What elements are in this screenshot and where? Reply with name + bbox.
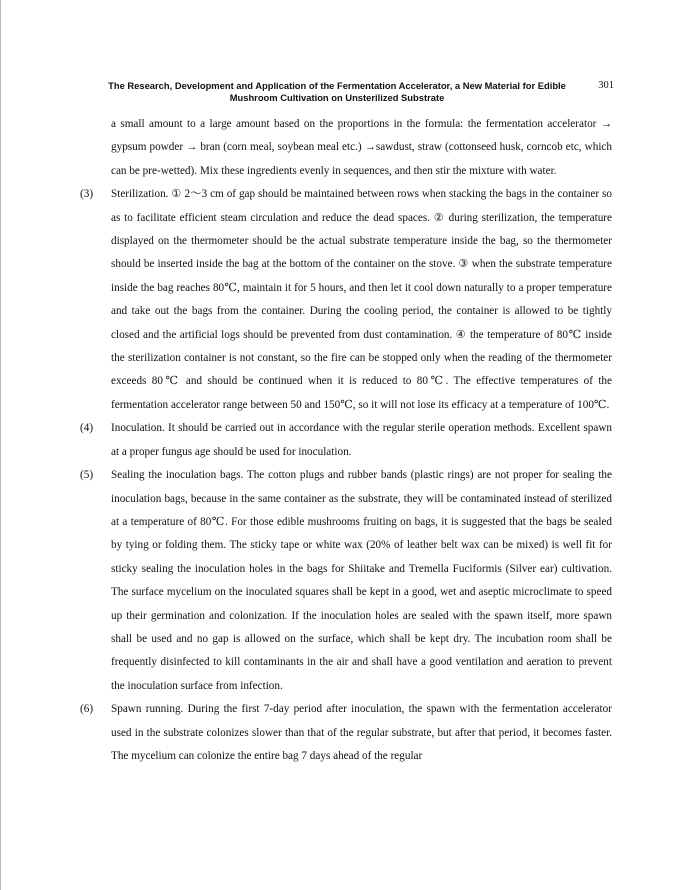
header-title: The Research, Development and Application of the Fermentation Accelerator, a New Material for Edible Mushroom Cultivation on Unsterilized Substrate — [108, 80, 566, 103]
list-item — [80, 698, 612, 768]
running-header — [84, 80, 614, 106]
list-item — [80, 183, 612, 417]
list-item-number: (3) — [80, 188, 94, 201]
list-item-number: (4) — [80, 422, 94, 435]
intro-paragraph: a small amount to a large amount based on the proportions in the formula: the fermentation accelerator → gypsum powder → bran (corn meal, soybean meal etc.) →sawdust, straw (cottonseed husk, corncob etc, which can be pre-wetted). Mix these ingredients evenly in sequences, and then stir the mixture with water. — [111, 118, 612, 177]
list-item-text: Sealing the inoculation bags. The cotton plugs and rubber bands (plastic rings) are not proper for sealing the inoculation bags, because in the same container as the substrate, they will be contaminated instead of sterilized at a temperature of 80℃. For those edible mushrooms fruiting on bags, it is suggested that the bags be sealed by tying or folding them. The sticky tape or white wax (20% of leather belt wax can be mixed) is well fit for sticky sealing the inoculation holes in the bags for Shiitake and Tremella Fuciformis (Silver ear) cultivation. The surface mycelium on the inoculated squares shall be kept in a good, wet and aseptic microclimate to speed up their germination and colonization. If the inoculation holes are sealed with the spawn itself, more spawn shall be used and no gap is allowed on the surface, which shall be kept dry. The incubation room shall be frequently disinfected to kill contaminants in the air and shall have a good ventilation and aeration to prevent the inoculation surface from infection. — [111, 469, 612, 692]
list-item — [80, 417, 612, 464]
body-text — [80, 113, 612, 768]
list-item-number: (6) — [80, 703, 94, 716]
list-item-number: (5) — [80, 469, 94, 482]
page-number: 301 — [598, 80, 614, 91]
list-item-text: Sterilization. ① 2～3 cm of gap should be maintained between rows when stacking the bags in the container so as to facilitate efficient steam circulation and reduce the dead spaces. ② during sterilization, the temperature displayed on the thermometer should be the actual substrate temperature inside the bag, so the thermometer should be inserted inside the bag at the bottom of the container on the stove. ③ when the substrate temperature inside the bag reaches 80℃, maintain it for 5 hours, and then let it cool down naturally to a proper temperature and take out the bags from the container. During the cooling period, the container is allowed to be tightly closed and the artificial logs should be prevented from dust contamination. ④ the temperature of 80℃ inside the sterilization container is not constant, so the fire can be stopped only when the reading of the thermometer exceeds 80℃ and should be continued when it is reduced to 80℃. The effective temperatures of the fermentation accelerator range between 50 and 150℃, so it will not lose its efficacy at a temperature of 100℃. — [111, 188, 612, 411]
list-item-text: Spawn running. During the first 7-day period after inoculation, the spawn with the fermentation accelerator used in the substrate colonizes slower than that of the regular substrate, but after that period, it becomes faster. The mycelium can colonize the entire bag 7 days ahead of the regular — [111, 703, 612, 762]
page-edge-divider — [0, 0, 1, 890]
list-item — [80, 464, 612, 698]
list-item-text: Inoculation. It should be carried out in accordance with the regular sterile operation methods. Excellent spawn at a proper fungus age should be used for inoculation. — [111, 422, 612, 458]
